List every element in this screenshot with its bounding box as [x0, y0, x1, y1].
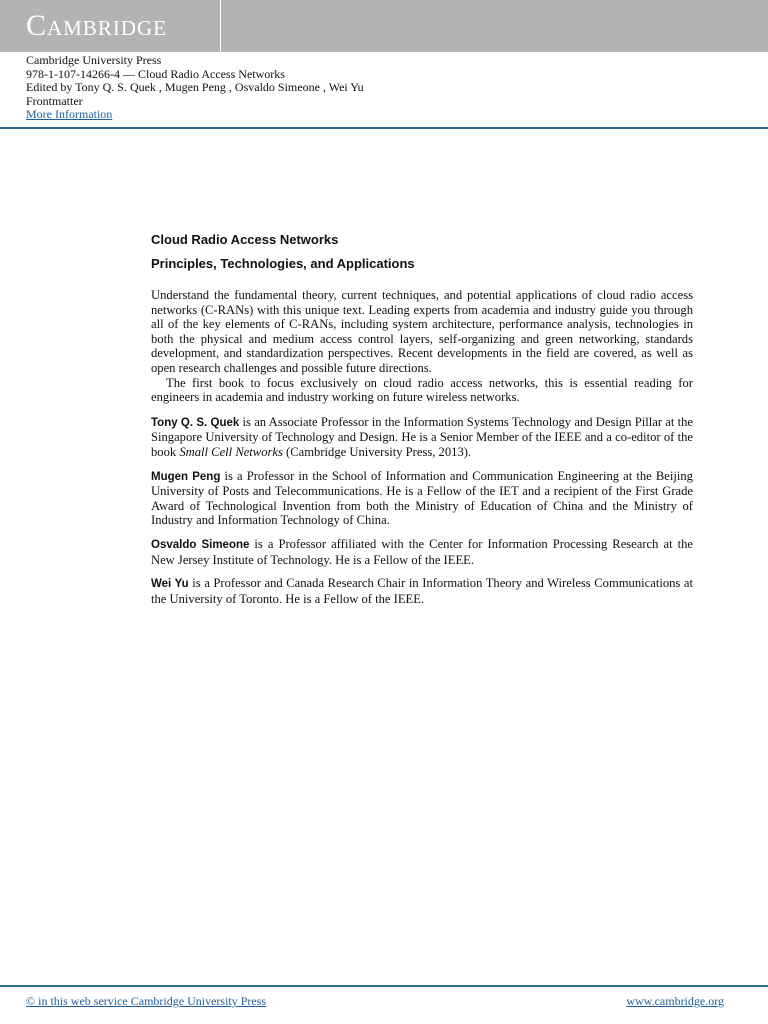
- footer-right: [626, 994, 724, 1009]
- more-information-link[interactable]: More Information: [26, 107, 113, 121]
- isbn-line: 978-1-107-14266-4 — Cloud Radio Access Networks: [26, 66, 285, 81]
- description-paragraph-1: Understand the fundamental theory, current techniques, and potential applications of cloud radio access networks (C-RANs) with this unique text. Leading experts from academia and industry guide you through all of the key elements of C-RANs, including system architecture, performance analysis, technologies in both the physical and medium access control layers, self-organizing and green networking, standards development, and standardization perspectives. Recent developments in the field are covered, as well as open research challenges and possible future directions.: [151, 288, 693, 375]
- book-subtitle: Principles, Technologies, and Applications: [151, 256, 415, 271]
- footer-left: [26, 994, 266, 1009]
- bio-simeone: [151, 537, 693, 567]
- description-paragraph-2: The first book to focus exclusively on cloud radio access networks, this is essential reading for engineers in academia and industry working on future wireless networks.: [151, 375, 693, 405]
- bio-text: is a Professor in the School of Information and Communication Engineering at the Beijing University of Posts and Telecommunications. He is a Fellow of the IET and a recipient of the First Grade Award of Technological Invention from both the Ministry of Education of China and the Ministry of Industry and Information Technology of China.: [151, 468, 693, 528]
- bio-text: is a Professor and Canada Research Chair in Information Theory and Wireless Communications at the University of Toronto. He is a Fellow of the IEEE.: [151, 576, 693, 606]
- bio-name: Osvaldo Simeone: [151, 538, 250, 551]
- publisher-line: Cambridge University Press: [26, 53, 162, 67]
- book-title: Cloud Radio Access Networks: [151, 232, 339, 247]
- header-banner: [0, 0, 768, 52]
- copyright-link[interactable]: © in this web service Cambridge University Press: [26, 994, 267, 1008]
- bio-name: Mugen Peng: [151, 470, 221, 483]
- publication-meta: [26, 54, 364, 122]
- cambridge-logo: Cambridge: [26, 9, 168, 42]
- bio-name: Wei Yu: [151, 578, 189, 591]
- bio-text: is a Professor affiliated with the Center for Information Processing Research at the New Jersey Institute of Technology. He is a Fellow of the IEEE.: [151, 536, 693, 567]
- footer-rule: [0, 985, 768, 987]
- section-line: Frontmatter: [26, 93, 83, 108]
- bio-yu: [151, 576, 693, 606]
- bio-name: Tony Q. S. Quek: [151, 416, 240, 429]
- bio-book-title: Small Cell Networks: [179, 444, 283, 459]
- bio-peng: [151, 469, 693, 528]
- bio-text: is an Associate Professor in the Information Systems Technology and Design Pillar at the Singapore University of Technology and Design. He is a Senior Member of the IEEE and a co-editor of the book: [151, 414, 694, 459]
- main-content: [151, 232, 693, 606]
- bio-text-end: (Cambridge University Press, 2013).: [282, 444, 472, 459]
- cambridge-site-link[interactable]: www.cambridge.org: [626, 994, 724, 1008]
- editors-line: Edited by Tony Q. S. Quek , Mugen Peng , Osvaldo Simeone , Wei Yu: [26, 80, 364, 94]
- header-rule: [0, 127, 768, 129]
- banner-divider: [220, 0, 221, 52]
- bio-quek: [151, 415, 693, 460]
